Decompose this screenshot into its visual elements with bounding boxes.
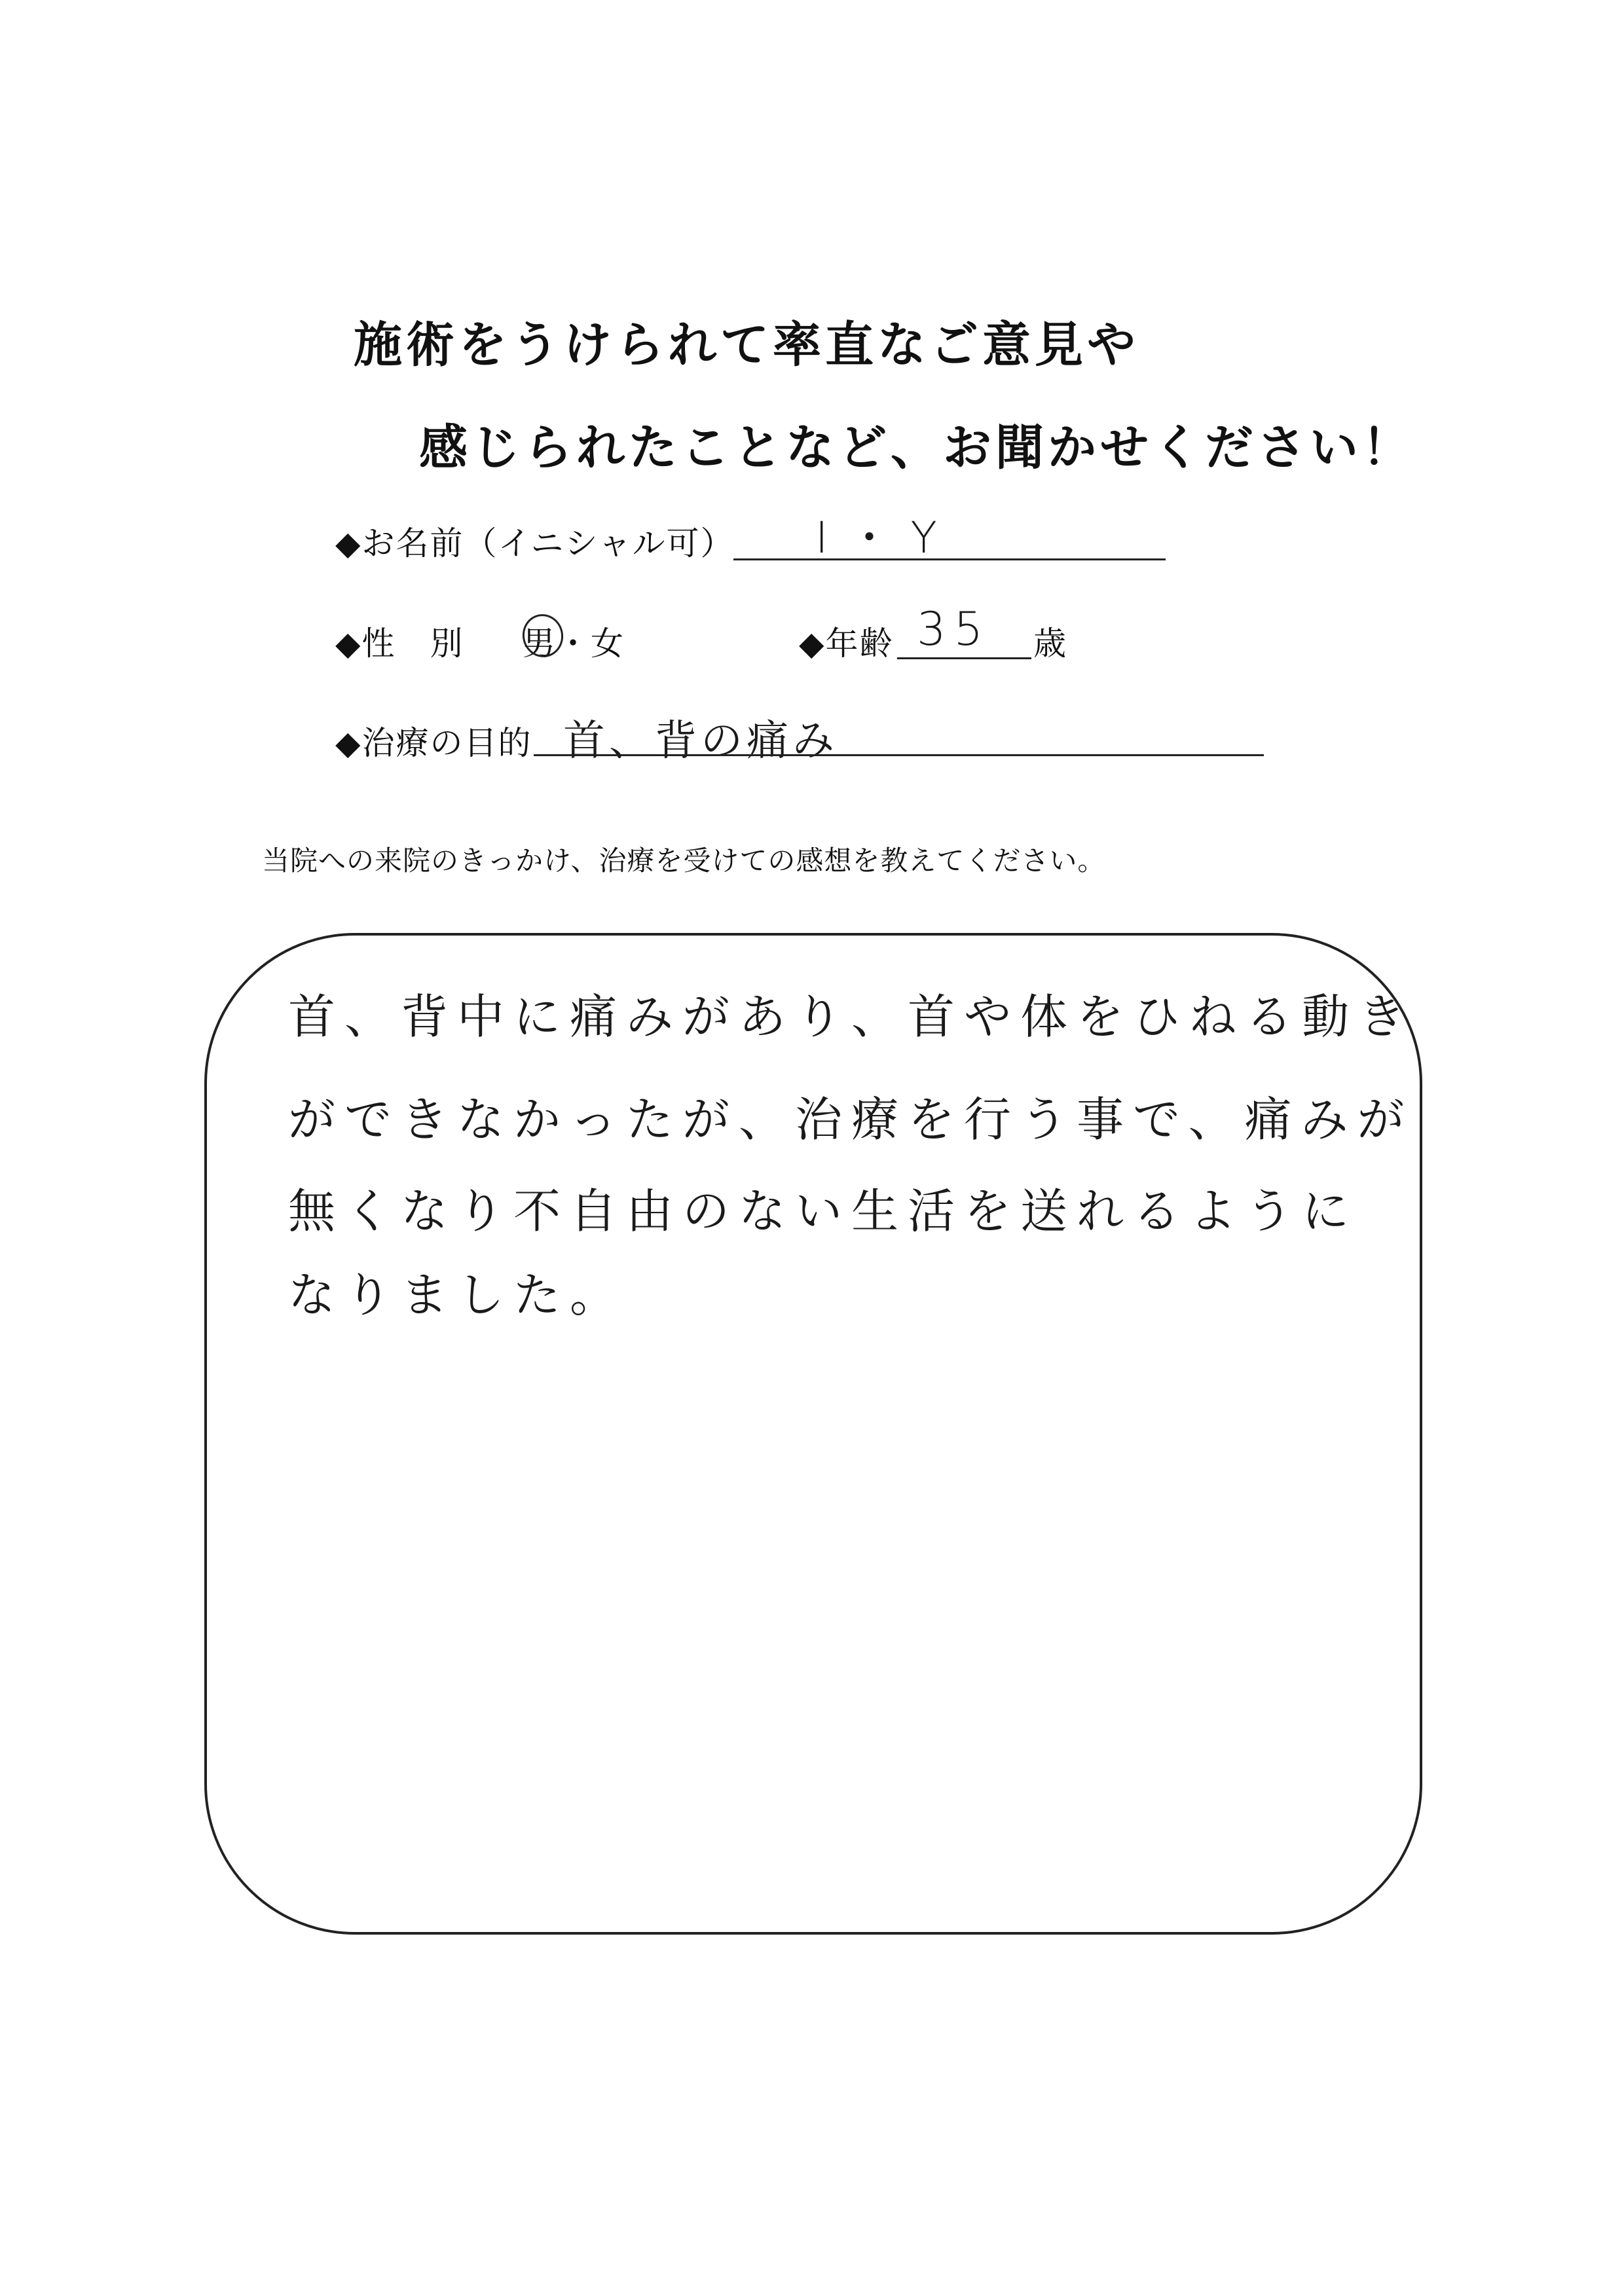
age-underline [897,657,1031,659]
comment-line: なりました。 [288,1267,627,1322]
comment-line: 首、背中に痛みがあり、首や体をひねる動き [288,989,1415,1044]
name-underline [733,558,1166,560]
age-value[interactable]: 35 [917,602,991,656]
purpose-value[interactable]: 首、背の痛み [563,717,838,765]
gender-options[interactable]: 男・女 [523,625,625,663]
purpose-underline [534,754,1264,756]
comment-line: 無くなり不自由のない生活を送れるように [288,1184,1359,1239]
name-value[interactable]: I・Y [815,513,957,563]
title-line-1: 施術をうけられて率直なご意見や [354,317,1139,373]
comment-line: ができなかったが、治療を行う事で、痛みが [288,1092,1414,1147]
name-label: ◆お名前（イニシャル可） [335,524,735,562]
purpose-label: ◆治療の目的 [335,724,532,762]
age-label: ◆年齢 [799,625,894,663]
comment-prompt: 当院への来院のきっかけ、治療を受けての感想を教えてください。 [262,845,1106,877]
age-unit: 歳 [1033,625,1067,663]
gender-label: ◆性 別 [335,625,464,663]
title-line-2: 感じられたことなど、お聞かせください！ [419,420,1414,476]
